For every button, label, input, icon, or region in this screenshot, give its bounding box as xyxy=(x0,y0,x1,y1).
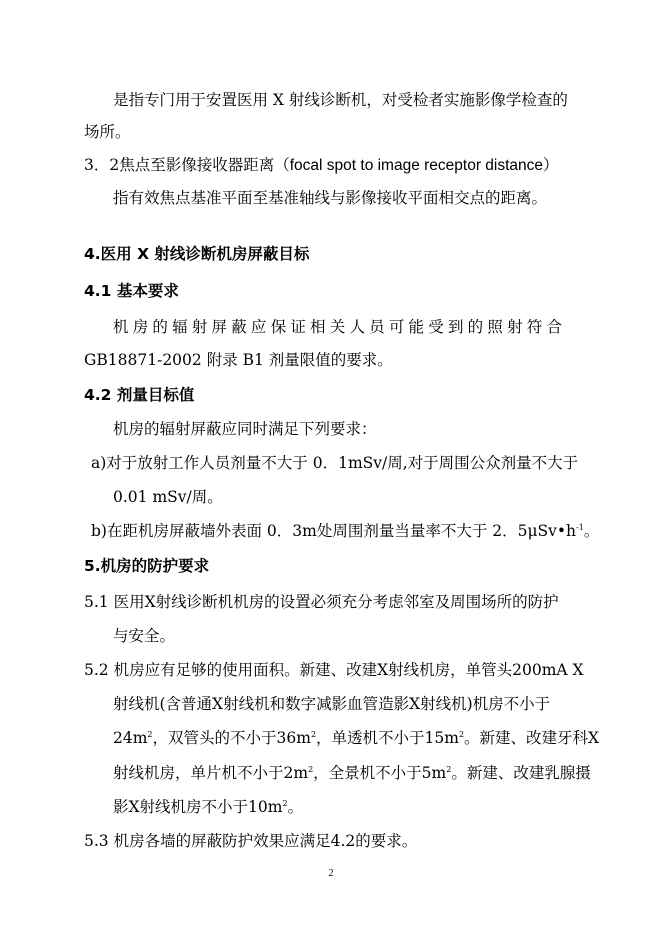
unit-exponent: 2 xyxy=(282,798,288,808)
section-5-2-line: 射线机(含普通X射线机和数字减影血管造影X射线机)机房不小于 xyxy=(113,695,551,713)
section-5-2-line xyxy=(113,797,303,817)
section-5-heading: 5.机房的防护要求 xyxy=(84,557,210,575)
unit-exponent: -1 xyxy=(576,522,584,532)
section-3-2-body: 指有效焦点基准平面至基准轴线与影像接收平面相交点的距离。 xyxy=(113,189,548,207)
text-span: 。新建、改建牙科X xyxy=(464,729,600,747)
item-a-line: 0.01 mSv/周。 xyxy=(113,488,223,506)
section-5-2-line: 5.2 机房应有足够的使用面积。新建、改建X射线机房，单管头200mA X xyxy=(84,661,584,679)
section-5-2-line xyxy=(113,728,599,748)
section-5-1-line: 5.1 医用X射线诊断机机房的设置必须充分考虑邻室及周围场所的防护 xyxy=(84,593,559,611)
heading-end: ） xyxy=(543,156,559,174)
text-span: 24m xyxy=(113,729,148,747)
unit-exponent: 2 xyxy=(308,764,314,774)
section-5-2-line xyxy=(113,763,591,783)
text-span: 影X射线机房不小于10m xyxy=(113,798,283,816)
paragraph-line: 场所。 xyxy=(84,123,131,141)
section-4-2-intro: 机房的辐射屏蔽应同时满足下列要求： xyxy=(113,420,377,438)
item-b-line xyxy=(91,521,599,541)
item-b-text: b)在距机房屏蔽墙外表面 0．3m处周围剂量当量率不大于 2．5μSv•h xyxy=(91,522,577,540)
unit-exponent: 2 xyxy=(147,729,153,739)
paragraph-line: 是指专门用于安置医用 X 射线诊断机，对受检者实施影像学检查的 xyxy=(113,91,568,109)
text-span: ，全景机不小于5m xyxy=(313,764,447,782)
text-span: 。新建、改建乳腺摄 xyxy=(451,764,591,782)
section-4-1-heading: 4.1 基本要求 xyxy=(84,282,179,300)
section-4-heading: 4.医用 X 射线诊断机房屏蔽目标 xyxy=(84,245,310,263)
section-3-2-heading xyxy=(84,155,559,176)
section-4-1-line: GB18871-2002 附录 B1 剂量限值的要求。 xyxy=(84,351,393,369)
section-5-1-line: 与安全。 xyxy=(113,627,176,645)
text-span: 。 xyxy=(287,798,304,816)
unit-exponent: 2 xyxy=(446,764,452,774)
unit-exponent: 2 xyxy=(458,729,465,739)
section-4-1-line: 机房的辐射屏蔽应保证相关人员可能受到的照射符合 xyxy=(113,318,562,336)
section-5-3-line: 5.3 机房各墙的屏蔽防护效果应满足4.2的要求。 xyxy=(84,832,418,850)
item-a-line: a)对于放射工作人员剂量不大于 0．1mSv/周,对于周围公众剂量不大于 xyxy=(91,454,579,472)
item-b-end: 。 xyxy=(583,522,600,540)
heading-cn: 3．2焦点至影像接收器距离（ xyxy=(84,156,290,174)
text-span: ，单透机不小于15m xyxy=(316,729,459,747)
unit-exponent: 2 xyxy=(310,729,317,739)
text-span: 射线机房，单片机不小于2m xyxy=(113,764,309,782)
section-4-2-heading: 4.2 剂量目标值 xyxy=(84,386,195,404)
heading-en: focal spot to image receptor distance xyxy=(289,157,544,174)
text-span: ，双管头的不小于36m xyxy=(152,729,311,747)
page-number: 2 xyxy=(328,868,334,879)
